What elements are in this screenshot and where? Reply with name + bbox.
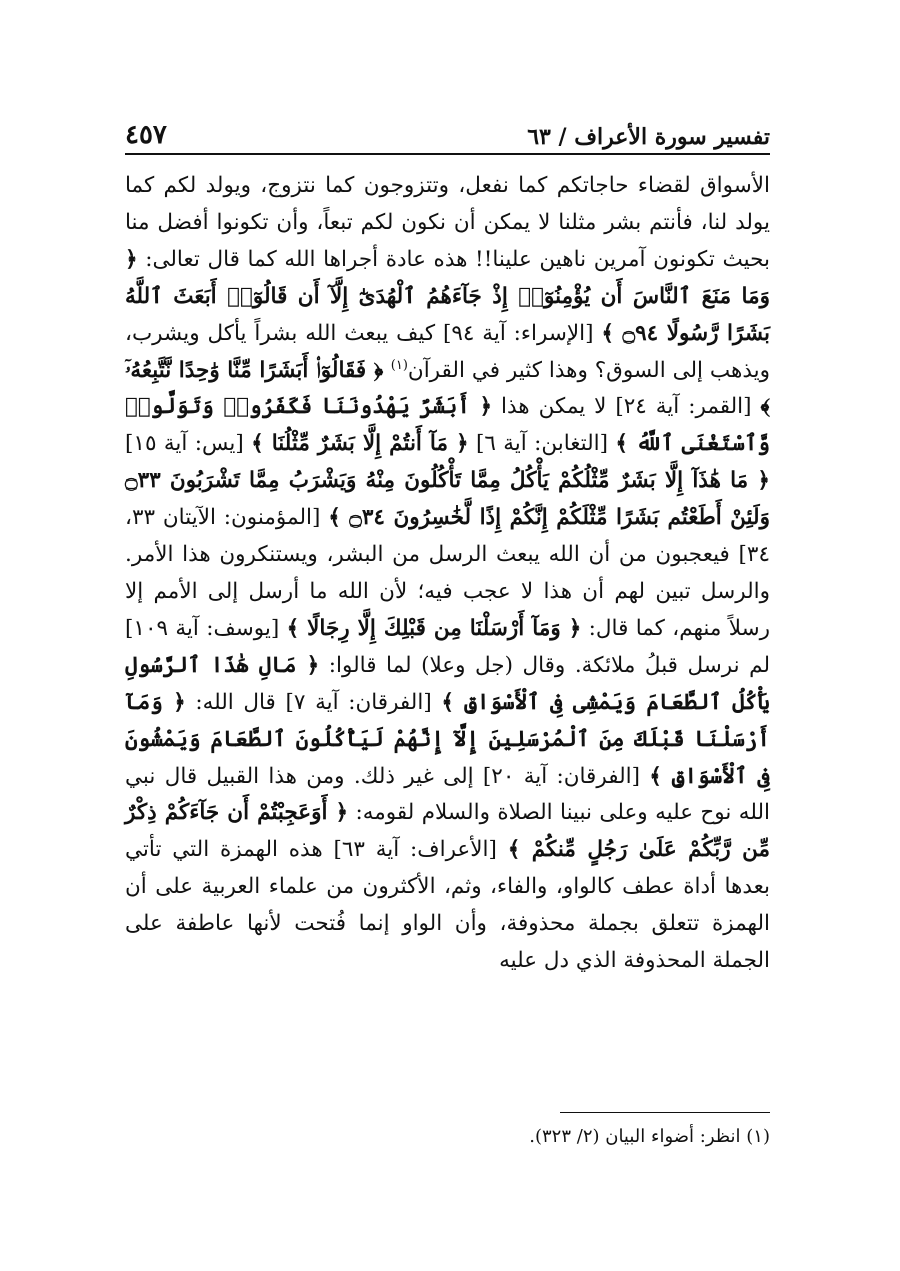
body-text-segment: [التغابن: آية ٦] bbox=[468, 431, 616, 457]
body-text-segment: [الفرقان: آية ٢٠] إلى غير ذلك. ومن هذا القبيل قال نبي الله نوح عليه وعلى نبينا الصلاة والسلام لقومه: bbox=[125, 763, 770, 826]
quran-verse: ﴿ وَمَآ أَرْسَلْنَا مِن قَبْلِكَ إِلَّا رِجَالًا ﴾ bbox=[286, 615, 582, 641]
running-title: تفسير سورة الأعراف / ٦٣ bbox=[527, 124, 770, 150]
footnote-reference: (١) bbox=[390, 357, 408, 373]
quran-verse: ﴿ مَالِ هَٰذَا ٱلرَّسُولِ يَأْكُلُ ٱلطَّعَامَ وَيَمْشِى فِى ٱلْأَسْوَاقِ ﴾ bbox=[125, 652, 770, 715]
quran-verse: ﴿ فَقَالُوٓا۟ أَبَشَرًا مِّنَّا وَٰحِدًا نَّتَّبِعُهُۥٓ ﴾ bbox=[125, 357, 770, 420]
body-text-segment: [الإسراء: آية ٩٤] كيف يبعث الله بشراً يأكل ويشرب، ويذهب إلى السوق؟ وهذا كثير في القرآن bbox=[125, 320, 771, 383]
body-text bbox=[125, 168, 770, 980]
quran-verse: ﴿ مَآ أَنتُمْ إِلَّا بَشَرٌ مِّثْلُنَا ﴾ bbox=[251, 431, 469, 457]
page-header bbox=[125, 102, 770, 150]
quran-verse: ﴿ أَوَعَجِبْتُمْ أَن جَآءَكُمْ ذِكْرٌ مِّن رَّبِّكُمْ عَلَىٰ رَجُلٍ مِّنكُمْ ﴾ bbox=[125, 800, 770, 863]
body-text-segment: [الأعراف: آية ٦٣] هذه الهمزة التي تأتي بعدها أداة عطف كالواو، والفاء، وثم، الأكثرون من علماء العربية على أن الهمزة تتعلق بجملة محذوفة، وأن الواو إنما فُتحت لأنها عاطفة على الجملة المحذوفة الذي دل عليه bbox=[125, 837, 770, 974]
body-text-segment: الأسواق لقضاء حاجاتكم كما نفعل، وتتزوجون كما نتزوج، ويولد لكم كما يولد لنا، فأنتم بشر مثلنا لا يمكن أن نكون لكم تبعاً، وأن تكونوا أفضل منا بحيث تكونون آمرين ناهين علينا!! هذه عادة أجراها الله كما قال تعالى: bbox=[125, 173, 770, 272]
quran-verse: ﴿ مَا هَٰذَآ إِلَّا بَشَرٌ مِّثْلُكُمْ يَأْكُلُ مِمَّا تَأْكُلُونَ مِنْهُ وَيَشْرَبُ مِمَّا تَشْرَبُونَ ۝٣٣ وَلَئِنْ أَطَعْتُم بَشَرًا مِّثْلَكُمْ إِنَّكُمْ إِذًا لَّخَٰسِرُونَ ۝٣٤ ﴾ bbox=[125, 468, 770, 531]
body-text-segment: [الفرقان: آية ٧] قال الله: bbox=[185, 689, 442, 715]
quran-verse: ﴿ وَمَا مَنَعَ ٱلنَّاسَ أَن يُؤْمِنُوٓا۟ إِذْ جَآءَهُمُ ٱلْهُدَىٰٓ إِلَّآ أَن قَالُوٓا۟ أَبَعَثَ ٱللَّهُ بَشَرًا رَّسُولًا ۝٩٤ ﴾ bbox=[125, 246, 770, 346]
body-text-segment: [يس: آية ١٥] bbox=[125, 431, 252, 457]
page-number: ٤٥٧ bbox=[125, 120, 167, 150]
body-text-segment: [القمر: آية ٢٤] لا يمكن هذا bbox=[492, 394, 761, 420]
quran-verse: ﴿ وَمَآ أَرْسَلْنَا قَبْلَكَ مِنَ ٱلْمُرْسَلِينَ إِلَّآ إِنَّهُمْ لَيَأْكُلُونَ ٱلطَّعَامَ وَيَمْشُونَ فِى ٱلْأَسْوَاقِ ﴾ bbox=[125, 689, 770, 789]
header-rule bbox=[125, 153, 770, 155]
body-text-segment: [يوسف: آية ١٠٩] لم نرسل قبلُ ملائكة. وقال (جل وعلا) لما قالوا: bbox=[125, 615, 770, 678]
footnote-rule bbox=[560, 1112, 770, 1113]
quran-verse: ﴿ أَبَشَرٌ يَهْدُونَنَا فَكَفَرُوا۟ وَتَوَلَّوا۟ وَّٱسْتَغْنَى ٱللَّهُ ﴾ bbox=[125, 394, 770, 457]
footnote: (١) انظر: أضواء البيان (٢/ ٣٢٣). bbox=[529, 1126, 770, 1147]
body-text-segment: [المؤمنون: الآيتان ٣٣، ٣٤] فيعجبون من أن الله يبعث الرسل من البشر، ويستنكرون هذا الأمر. والرسل تبين لهم أن هذا لا عجب فيه؛ لأن الله ما أرسل إلى الأمم إلا رسلاً منهم، كما قال: bbox=[125, 505, 770, 641]
body-paragraph bbox=[125, 168, 770, 980]
